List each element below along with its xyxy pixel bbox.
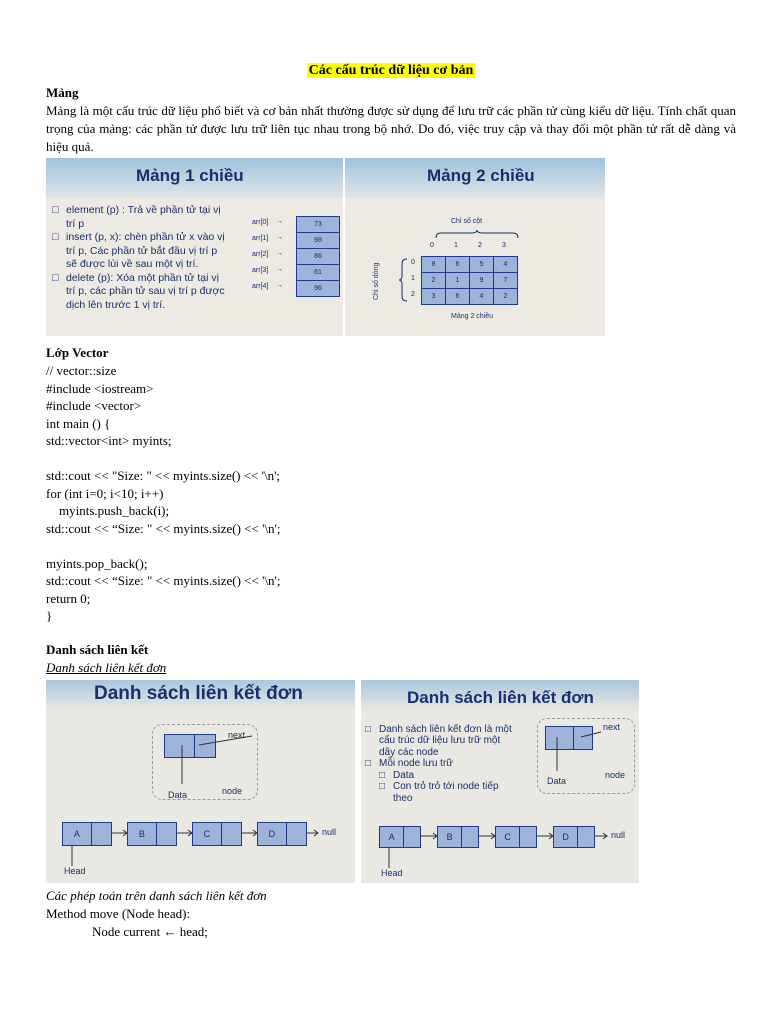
- slide-3-title: Danh sách liên kết đơn: [94, 682, 303, 704]
- grid-cell: 7: [493, 272, 518, 289]
- section-heading-mang: Mảng: [46, 85, 79, 100]
- code-line: std::cout << "Size: " << myints.size() << '\n';: [46, 468, 281, 483]
- slide-linked-list-definition: [361, 680, 639, 883]
- col-index-label: Chỉ số cột: [451, 218, 483, 225]
- slide-1d-array: [46, 158, 343, 336]
- list-node: [257, 822, 307, 846]
- array-index-label: arr[4]: [252, 283, 269, 290]
- node-value: C: [193, 823, 222, 845]
- col-brace-icon: [435, 230, 519, 240]
- method-line: Method move (Node head):: [46, 905, 191, 921]
- list-node: [127, 822, 177, 846]
- head-label: Head: [381, 867, 403, 878]
- row-index: 1: [411, 275, 415, 282]
- list-node: [437, 826, 479, 848]
- grid-cell: 9: [469, 272, 494, 289]
- arrow-right-icon: →: [276, 266, 283, 273]
- grid-cell: 8: [421, 256, 446, 273]
- bullet-item: □ delete (p): Xóa một phần tử tại vị trí p, các phần tử sau vị trí p được dịch lên trước 1 vị trí.: [52, 271, 225, 311]
- node-value: D: [258, 823, 287, 845]
- array-index-label: arr[2]: [252, 251, 269, 258]
- array-cell: 98: [296, 232, 340, 249]
- node-value: A: [380, 827, 404, 847]
- col-index: 2: [478, 242, 482, 249]
- section-heading-vector: Lớp Vector: [46, 345, 109, 360]
- code-line: // vector::size: [46, 363, 117, 378]
- node-value: D: [554, 827, 578, 847]
- method-body: Node current ← head;: [92, 923, 208, 939]
- array-index-label: arr[3]: [252, 267, 269, 274]
- grid-cell: 3: [421, 288, 446, 305]
- next-label: next: [603, 721, 621, 732]
- code-line: [46, 537, 736, 555]
- slide-2d-title: Mảng 2 chiều: [427, 166, 535, 185]
- array-cell: 86: [296, 248, 340, 265]
- col-index: 0: [430, 242, 434, 249]
- code-line: return 0;: [46, 590, 91, 606]
- chain-arrows: [46, 680, 355, 883]
- node-label: node: [222, 785, 243, 796]
- list-node: [192, 822, 242, 846]
- vector-code-block: [46, 362, 736, 625]
- linked-list-slides: [46, 680, 736, 883]
- document-page: [46, 62, 736, 941]
- code-line: for (int i=0; i<10; i++): [46, 485, 164, 501]
- data-label: Data: [547, 775, 567, 786]
- row-index: 0: [411, 259, 415, 266]
- slide-1d-title: Mảng 1 chiều: [136, 166, 244, 185]
- array-cell: 61: [296, 264, 340, 281]
- slide-4-bullets: □ Danh sách liên kết đơn là một cấu trúc dữ liệu lưu trữ một dãy các node □ Mỗi node lưu trữ □ Data □ Con trỏ trỏ tới node tiếp theo: [365, 723, 512, 804]
- code-line: myints.push_back(i);: [46, 503, 170, 518]
- slide-2d-array: [345, 158, 605, 336]
- node-value: B: [128, 823, 157, 845]
- code-line: std::vector<int> myints;: [46, 433, 172, 448]
- null-label: null: [611, 829, 626, 840]
- code-line: myints.pop_back();: [46, 555, 148, 571]
- node-label: node: [605, 769, 626, 780]
- col-index: 1: [454, 242, 458, 249]
- mang-paragraph: Mảng là một cấu trúc dữ liệu phổ biết và cơ bản nhất thường được sử dụng để lưu trữ các phần tử cùng kiểu dữ liệu. Tính chất quan trọng của mảng: các phần tử được lưu trữ liên tục nhau trong bộ nhớ. Do đó, việc truy cập và thay đổi một phần tử rất dễ dàng và hiệu quả.: [46, 103, 736, 154]
- grid-cell: 6: [445, 256, 470, 273]
- grid-cell: 4: [493, 256, 518, 273]
- code-line: #include <vector>: [46, 398, 142, 413]
- slide-4-title: Danh sách liên kết đơn: [407, 687, 594, 707]
- grid-cell: 1: [445, 272, 470, 289]
- ops-heading: Các phép toán trên danh sách liên kết đơn: [46, 887, 267, 903]
- document-title: Các cấu trúc dữ liệu cơ bản: [308, 63, 474, 78]
- arrow-right-icon: →: [276, 234, 283, 241]
- section-heading-linked: Danh sách liên kết: [46, 641, 149, 657]
- linked-subheading: Danh sách liên kết đơn: [46, 659, 167, 675]
- head-label: Head: [64, 865, 86, 876]
- list-node: [553, 826, 595, 848]
- next-label: next: [228, 729, 246, 740]
- code-line: int main () {: [46, 415, 111, 431]
- code-line: std::cout << “Size: " << myints.size() << '\n';: [46, 573, 281, 588]
- row-index: 2: [411, 291, 415, 298]
- array-index-label: arr[0]: [252, 219, 269, 226]
- code-line: [46, 450, 736, 468]
- array-slides: [46, 158, 736, 336]
- code-line: std::cout << “Size: " << myints.size() << '\n';: [46, 520, 281, 536]
- code-line: }: [46, 608, 53, 623]
- array-index-label: arr[1]: [252, 235, 269, 242]
- grid-cell: 4: [469, 288, 494, 305]
- row-brace-icon: [399, 258, 409, 302]
- slide-linked-list-diagram: [46, 680, 355, 883]
- array-cell: 73: [296, 216, 340, 233]
- node-value: A: [63, 823, 92, 845]
- node-value: B: [438, 827, 462, 847]
- null-label: null: [322, 826, 337, 837]
- list-node: [495, 826, 537, 848]
- grid-cell: 6: [445, 288, 470, 305]
- arrow-right-icon: →: [276, 282, 283, 289]
- slide-1d-bullets: [52, 204, 230, 312]
- grid-cell: 2: [421, 272, 446, 289]
- grid-cell: 5: [469, 256, 494, 273]
- arrow-right-icon: →: [276, 250, 283, 257]
- list-node: [379, 826, 421, 848]
- col-index: 3: [502, 242, 506, 249]
- list-node: [62, 822, 112, 846]
- node-value: C: [496, 827, 520, 847]
- bullet-item: □ insert (p, x): chèn phần tử x vào vị trí p, Các phần tử bắt đầu vị trí p sẽ được lùi về sau một vị trí.: [52, 231, 225, 270]
- grid-caption: Mảng 2 chiều: [451, 313, 494, 320]
- chain-arrows: [361, 680, 639, 883]
- code-line: #include <iostream>: [46, 380, 154, 396]
- grid-cell: 2: [493, 288, 518, 305]
- arrow-right-icon: →: [276, 218, 283, 225]
- bullet-item: □ element (p) : Trả về phần tử tại vị trí p: [52, 204, 221, 230]
- data-label: Data: [168, 789, 188, 800]
- array-cell: 96: [296, 280, 340, 297]
- row-index-label: Chỉ số dòng: [373, 262, 380, 300]
